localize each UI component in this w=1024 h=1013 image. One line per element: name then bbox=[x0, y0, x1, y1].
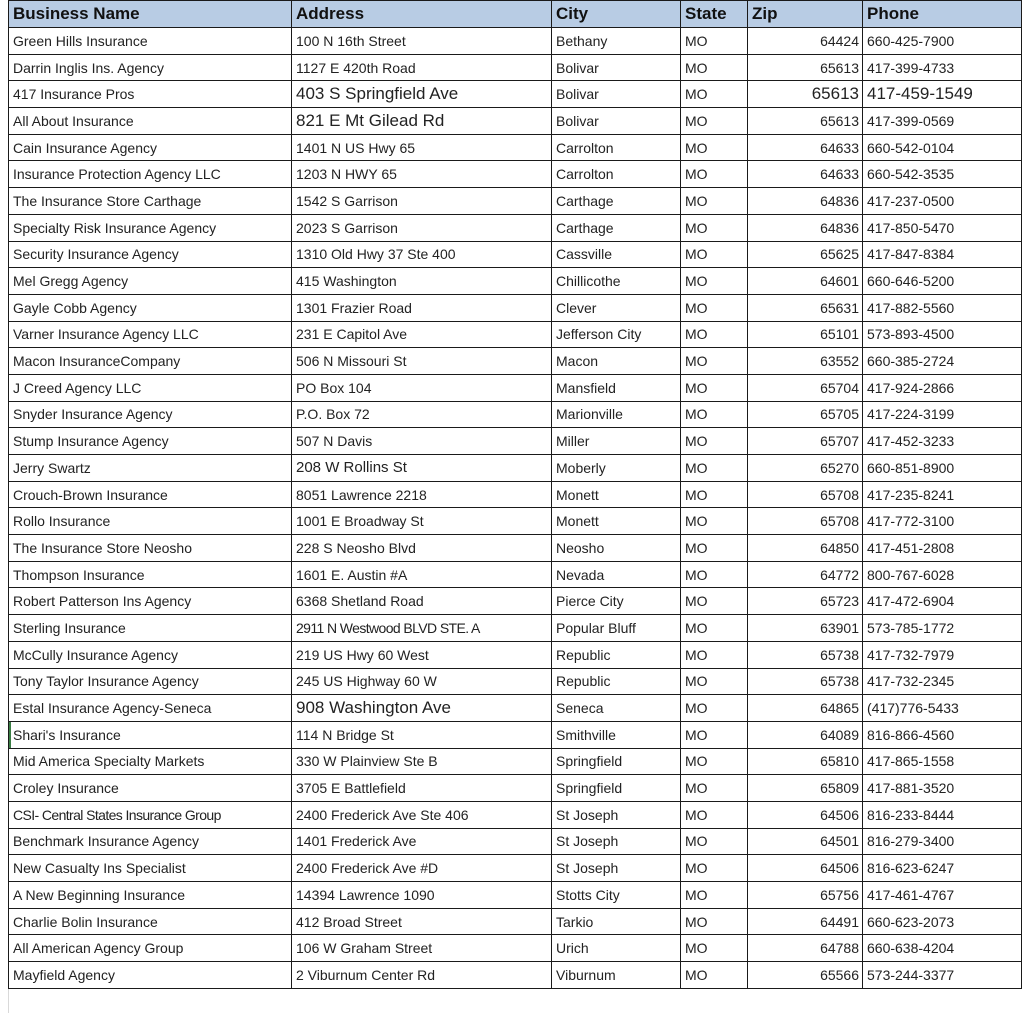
cell-city[interactable]: Republic bbox=[552, 668, 681, 695]
cell-address[interactable]: 1310 Old Hwy 37 Ste 400 bbox=[292, 241, 552, 268]
table-row bbox=[9, 801, 1022, 828]
cell-address[interactable]: 2911 N Westwood BLVD STE. A bbox=[292, 615, 552, 642]
cell-phone[interactable]: 660-542-0104 bbox=[863, 134, 1022, 161]
cell-name[interactable]: Gayle Cobb Agency bbox=[9, 294, 292, 321]
table-row bbox=[9, 721, 1022, 748]
cell-phone[interactable]: 417-399-0569 bbox=[863, 108, 1022, 135]
cell-state[interactable]: MO bbox=[681, 561, 748, 588]
cell-address[interactable]: 1401 Frederick Ave bbox=[292, 828, 552, 855]
cell-zip[interactable]: 64506 bbox=[748, 855, 863, 882]
cell-state[interactable]: MO bbox=[681, 348, 748, 375]
cell-state[interactable]: MO bbox=[681, 214, 748, 241]
table-row bbox=[9, 855, 1022, 882]
cell-address[interactable]: 208 W Rollins St bbox=[292, 455, 552, 482]
table-row bbox=[9, 641, 1022, 668]
cell-name[interactable]: Croley Insurance bbox=[9, 775, 292, 802]
cell-address[interactable]: 1542 S Garrison bbox=[292, 188, 552, 215]
header-phone[interactable]: Phone bbox=[863, 1, 1022, 28]
cell-address[interactable]: 1401 N US Hwy 65 bbox=[292, 134, 552, 161]
cell-address[interactable]: 106 W Graham Street bbox=[292, 935, 552, 962]
cell-name[interactable]: All American Agency Group bbox=[9, 935, 292, 962]
cell-state[interactable]: MO bbox=[681, 28, 748, 55]
cell-state[interactable]: MO bbox=[681, 721, 748, 748]
table-row bbox=[9, 561, 1022, 588]
cell-zip[interactable]: 65707 bbox=[748, 428, 863, 455]
cell-city[interactable]: Bolivar bbox=[552, 108, 681, 135]
cell-state[interactable]: MO bbox=[681, 374, 748, 401]
table-row bbox=[9, 882, 1022, 909]
cell-phone[interactable]: 660-646-5200 bbox=[863, 268, 1022, 295]
cell-name[interactable]: Estal Insurance Agency-Seneca bbox=[9, 695, 292, 722]
cell-state[interactable]: MO bbox=[681, 81, 748, 108]
cell-city[interactable]: Springfield bbox=[552, 748, 681, 775]
cell-zip[interactable]: 64633 bbox=[748, 134, 863, 161]
table-row bbox=[9, 81, 1022, 108]
table-row bbox=[9, 615, 1022, 642]
table-row bbox=[9, 481, 1022, 508]
cell-name[interactable]: Benchmark Insurance Agency bbox=[9, 828, 292, 855]
cell-zip[interactable]: 65625 bbox=[748, 241, 863, 268]
cell-name[interactable]: Snyder Insurance Agency bbox=[9, 401, 292, 428]
cell-city[interactable]: Pierce City bbox=[552, 588, 681, 615]
header-address[interactable]: Address bbox=[292, 1, 552, 28]
cell-zip[interactable]: 65613 bbox=[748, 54, 863, 81]
cell-phone[interactable]: 417-235-8241 bbox=[863, 481, 1022, 508]
cell-zip[interactable]: 64788 bbox=[748, 935, 863, 962]
cell-city[interactable]: St Joseph bbox=[552, 801, 681, 828]
cell-state[interactable]: MO bbox=[681, 161, 748, 188]
cell-state[interactable]: MO bbox=[681, 401, 748, 428]
cell-phone[interactable]: 417-732-2345 bbox=[863, 668, 1022, 695]
cell-state[interactable]: MO bbox=[681, 775, 748, 802]
table-row bbox=[9, 28, 1022, 55]
table-row bbox=[9, 54, 1022, 81]
header-business-name[interactable]: Business Name bbox=[9, 1, 292, 28]
cell-name[interactable]: Specialty Risk Insurance Agency bbox=[9, 214, 292, 241]
cell-zip[interactable]: 65738 bbox=[748, 641, 863, 668]
cell-state[interactable]: MO bbox=[681, 54, 748, 81]
cell-zip[interactable]: 65704 bbox=[748, 374, 863, 401]
header-state[interactable]: State bbox=[681, 1, 748, 28]
cell-state[interactable]: MO bbox=[681, 882, 748, 909]
cell-phone[interactable]: 417-461-4767 bbox=[863, 882, 1022, 909]
table-row bbox=[9, 294, 1022, 321]
cell-city[interactable]: Urich bbox=[552, 935, 681, 962]
cell-state[interactable]: MO bbox=[681, 294, 748, 321]
cell-zip[interactable]: 63552 bbox=[748, 348, 863, 375]
table-row bbox=[9, 935, 1022, 962]
table-row bbox=[9, 241, 1022, 268]
cell-address[interactable]: 821 E Mt Gilead Rd bbox=[292, 108, 552, 135]
cell-city[interactable]: Clever bbox=[552, 294, 681, 321]
cell-state[interactable]: MO bbox=[681, 748, 748, 775]
cell-name[interactable]: New Casualty Ins Specialist bbox=[9, 855, 292, 882]
cell-name[interactable]: All About Insurance bbox=[9, 108, 292, 135]
cell-phone[interactable]: 417-882-5560 bbox=[863, 294, 1022, 321]
cell-zip[interactable]: 65708 bbox=[748, 508, 863, 535]
cell-city[interactable]: Springfield bbox=[552, 775, 681, 802]
cell-address[interactable]: 330 W Plainview Ste B bbox=[292, 748, 552, 775]
header-zip[interactable]: Zip bbox=[748, 1, 863, 28]
cell-city[interactable]: Viburnum bbox=[552, 962, 681, 989]
table-row bbox=[9, 188, 1022, 215]
cell-city[interactable]: Republic bbox=[552, 641, 681, 668]
cell-address[interactable]: 1301 Frazier Road bbox=[292, 294, 552, 321]
cell-name[interactable]: Shari's Insurance bbox=[9, 721, 292, 748]
cell-name[interactable]: Charlie Bolin Insurance bbox=[9, 908, 292, 935]
cell-address[interactable]: 1203 N HWY 65 bbox=[292, 161, 552, 188]
cell-address[interactable]: 228 S Neosho Blvd bbox=[292, 535, 552, 562]
cell-zip[interactable]: 65631 bbox=[748, 294, 863, 321]
cell-state[interactable]: MO bbox=[681, 535, 748, 562]
cell-phone[interactable]: 573-244-3377 bbox=[863, 962, 1022, 989]
cell-city[interactable]: Monett bbox=[552, 481, 681, 508]
cell-state[interactable]: MO bbox=[681, 668, 748, 695]
cell-name[interactable]: 417 Insurance Pros bbox=[9, 81, 292, 108]
cell-state[interactable]: MO bbox=[681, 188, 748, 215]
cell-city[interactable]: Popular Bluff bbox=[552, 615, 681, 642]
table-row bbox=[9, 962, 1022, 989]
cell-zip[interactable]: 65738 bbox=[748, 668, 863, 695]
header-row bbox=[9, 1, 1022, 28]
table-row bbox=[9, 321, 1022, 348]
cell-address[interactable]: P.O. Box 72 bbox=[292, 401, 552, 428]
cell-name[interactable]: Macon InsuranceCompany bbox=[9, 348, 292, 375]
cell-name[interactable]: Sterling Insurance bbox=[9, 615, 292, 642]
cell-address[interactable]: 2023 S Garrison bbox=[292, 214, 552, 241]
cell-city[interactable]: Cassville bbox=[552, 241, 681, 268]
cell-phone[interactable]: 417-224-3199 bbox=[863, 401, 1022, 428]
cell-name[interactable]: Stump Insurance Agency bbox=[9, 428, 292, 455]
table-row bbox=[9, 588, 1022, 615]
cell-name[interactable]: The Insurance Store Carthage bbox=[9, 188, 292, 215]
cell-state[interactable]: MO bbox=[681, 508, 748, 535]
cell-name[interactable]: Darrin Inglis Ins. Agency bbox=[9, 54, 292, 81]
cell-phone[interactable]: (417)776-5433 bbox=[863, 695, 1022, 722]
cell-zip[interactable]: 64836 bbox=[748, 188, 863, 215]
cell-state[interactable]: MO bbox=[681, 321, 748, 348]
cell-zip[interactable]: 65809 bbox=[748, 775, 863, 802]
cell-zip[interactable]: 64836 bbox=[748, 214, 863, 241]
cell-zip[interactable]: 65566 bbox=[748, 962, 863, 989]
cell-address[interactable]: 1127 E 420th Road bbox=[292, 54, 552, 81]
cell-name[interactable]: CSI- Central States Insurance Group bbox=[9, 801, 292, 828]
table-row bbox=[9, 775, 1022, 802]
cell-zip[interactable]: 65708 bbox=[748, 481, 863, 508]
cell-phone[interactable]: 417-237-0500 bbox=[863, 188, 1022, 215]
cell-phone[interactable]: 417-865-1558 bbox=[863, 748, 1022, 775]
cell-city[interactable]: Carrolton bbox=[552, 134, 681, 161]
cell-zip[interactable]: 65723 bbox=[748, 588, 863, 615]
cell-city[interactable]: Tarkio bbox=[552, 908, 681, 935]
cell-name[interactable]: The Insurance Store Neosho bbox=[9, 535, 292, 562]
cell-city[interactable]: Moberly bbox=[552, 455, 681, 482]
table-row bbox=[9, 428, 1022, 455]
cell-city[interactable]: Stotts City bbox=[552, 882, 681, 909]
cell-zip[interactable]: 64089 bbox=[748, 721, 863, 748]
cell-city[interactable]: Chillicothe bbox=[552, 268, 681, 295]
cell-city[interactable]: Carthage bbox=[552, 214, 681, 241]
cell-zip[interactable]: 64865 bbox=[748, 695, 863, 722]
header-city[interactable]: City bbox=[552, 1, 681, 28]
business-table bbox=[8, 0, 1022, 989]
cell-name[interactable]: Robert Patterson Ins Agency bbox=[9, 588, 292, 615]
table-row bbox=[9, 348, 1022, 375]
cell-phone[interactable]: 417-924-2866 bbox=[863, 374, 1022, 401]
cell-city[interactable]: Carrolton bbox=[552, 161, 681, 188]
cell-name[interactable]: Mid America Specialty Markets bbox=[9, 748, 292, 775]
cell-address[interactable]: 415 Washington bbox=[292, 268, 552, 295]
cell-state[interactable]: MO bbox=[681, 481, 748, 508]
cell-name[interactable]: Tony Taylor Insurance Agency bbox=[9, 668, 292, 695]
cell-zip[interactable]: 65101 bbox=[748, 321, 863, 348]
cell-name[interactable]: Security Insurance Agency bbox=[9, 241, 292, 268]
cell-zip[interactable]: 65810 bbox=[748, 748, 863, 775]
cell-phone[interactable]: 417-451-2808 bbox=[863, 535, 1022, 562]
cell-phone[interactable]: 417-399-4733 bbox=[863, 54, 1022, 81]
cell-phone[interactable]: 816-623-6247 bbox=[863, 855, 1022, 882]
table-row bbox=[9, 161, 1022, 188]
cell-name[interactable]: Green Hills Insurance bbox=[9, 28, 292, 55]
cell-city[interactable]: Bolivar bbox=[552, 81, 681, 108]
cell-name[interactable]: Thompson Insurance bbox=[9, 561, 292, 588]
cell-name[interactable]: J Creed Agency LLC bbox=[9, 374, 292, 401]
cell-state[interactable]: MO bbox=[681, 908, 748, 935]
cell-state[interactable]: MO bbox=[681, 801, 748, 828]
cell-address[interactable]: 1601 E. Austin #A bbox=[292, 561, 552, 588]
cell-state[interactable]: MO bbox=[681, 962, 748, 989]
cell-state[interactable]: MO bbox=[681, 615, 748, 642]
cell-name[interactable]: Crouch-Brown Insurance bbox=[9, 481, 292, 508]
cell-address[interactable]: 3705 E Battlefield bbox=[292, 775, 552, 802]
cell-state[interactable]: MO bbox=[681, 588, 748, 615]
cell-city[interactable]: Monett bbox=[552, 508, 681, 535]
cell-phone[interactable]: 417-847-8384 bbox=[863, 241, 1022, 268]
cell-phone[interactable]: 573-893-4500 bbox=[863, 321, 1022, 348]
cell-address[interactable]: 14394 Lawrence 1090 bbox=[292, 882, 552, 909]
cell-phone[interactable]: 417-732-7979 bbox=[863, 641, 1022, 668]
cell-phone[interactable]: 417-472-6904 bbox=[863, 588, 1022, 615]
cell-state[interactable]: MO bbox=[681, 268, 748, 295]
cell-address[interactable]: 114 N Bridge St bbox=[292, 721, 552, 748]
cell-state[interactable]: MO bbox=[681, 855, 748, 882]
cell-address[interactable]: 8051 Lawrence 2218 bbox=[292, 481, 552, 508]
cell-phone[interactable]: 800-767-6028 bbox=[863, 561, 1022, 588]
cell-phone[interactable]: 417-772-3100 bbox=[863, 508, 1022, 535]
table-row bbox=[9, 828, 1022, 855]
table-row bbox=[9, 108, 1022, 135]
cell-name[interactable]: McCully Insurance Agency bbox=[9, 641, 292, 668]
cell-address[interactable]: 231 E Capitol Ave bbox=[292, 321, 552, 348]
cell-address[interactable]: 403 S Springfield Ave bbox=[292, 81, 552, 108]
table-row bbox=[9, 508, 1022, 535]
cell-zip[interactable]: 64491 bbox=[748, 908, 863, 935]
cell-state[interactable]: MO bbox=[681, 134, 748, 161]
cell-phone[interactable]: 660-623-2073 bbox=[863, 908, 1022, 935]
cell-name[interactable]: Mayfield Agency bbox=[9, 962, 292, 989]
cell-name[interactable]: Jerry Swartz bbox=[9, 455, 292, 482]
cell-city[interactable]: Jefferson City bbox=[552, 321, 681, 348]
cell-city[interactable]: Mansfield bbox=[552, 374, 681, 401]
table-row bbox=[9, 401, 1022, 428]
cell-address[interactable]: 6368 Shetland Road bbox=[292, 588, 552, 615]
table-row bbox=[9, 695, 1022, 722]
cell-city[interactable]: Smithville bbox=[552, 721, 681, 748]
cell-address[interactable]: PO Box 104 bbox=[292, 374, 552, 401]
cell-zip[interactable]: 64424 bbox=[748, 28, 863, 55]
cell-phone[interactable]: 660-385-2724 bbox=[863, 348, 1022, 375]
cell-city[interactable]: St Joseph bbox=[552, 828, 681, 855]
cell-phone[interactable]: 417-459-1549 bbox=[863, 81, 1022, 108]
cell-address[interactable]: 507 N Davis bbox=[292, 428, 552, 455]
cell-phone[interactable]: 660-425-7900 bbox=[863, 28, 1022, 55]
cell-state[interactable]: MO bbox=[681, 455, 748, 482]
cell-address[interactable]: 2400 Frederick Ave Ste 406 bbox=[292, 801, 552, 828]
cell-phone[interactable]: 660-542-3535 bbox=[863, 161, 1022, 188]
cell-city[interactable]: Seneca bbox=[552, 695, 681, 722]
cell-state[interactable]: MO bbox=[681, 935, 748, 962]
cell-zip[interactable]: 65270 bbox=[748, 455, 863, 482]
cell-state[interactable]: MO bbox=[681, 241, 748, 268]
cell-address[interactable]: 2 Viburnum Center Rd bbox=[292, 962, 552, 989]
table-row bbox=[9, 668, 1022, 695]
cell-phone[interactable]: 816-233-8444 bbox=[863, 801, 1022, 828]
cell-phone[interactable]: 660-851-8900 bbox=[863, 455, 1022, 482]
table-row bbox=[9, 214, 1022, 241]
cell-phone[interactable]: 417-850-5470 bbox=[863, 214, 1022, 241]
table-row bbox=[9, 134, 1022, 161]
cell-zip[interactable]: 64850 bbox=[748, 535, 863, 562]
cell-address[interactable]: 412 Broad Street bbox=[292, 908, 552, 935]
table-row bbox=[9, 908, 1022, 935]
cell-name[interactable]: Cain Insurance Agency bbox=[9, 134, 292, 161]
table-row bbox=[9, 455, 1022, 482]
cell-name[interactable]: Mel Gregg Agency bbox=[9, 268, 292, 295]
cell-city[interactable]: Neosho bbox=[552, 535, 681, 562]
cell-phone[interactable]: 816-279-3400 bbox=[863, 828, 1022, 855]
cell-city[interactable]: Macon bbox=[552, 348, 681, 375]
cell-address[interactable]: 245 US Highway 60 W bbox=[292, 668, 552, 695]
cell-address[interactable]: 506 N Missouri St bbox=[292, 348, 552, 375]
cell-city[interactable]: St Joseph bbox=[552, 855, 681, 882]
cell-name[interactable]: Varner Insurance Agency LLC bbox=[9, 321, 292, 348]
cell-state[interactable]: MO bbox=[681, 641, 748, 668]
cell-state[interactable]: MO bbox=[681, 695, 748, 722]
cell-zip[interactable]: 64601 bbox=[748, 268, 863, 295]
cell-phone[interactable]: 816-866-4560 bbox=[863, 721, 1022, 748]
cell-address[interactable]: 2400 Frederick Ave #D bbox=[292, 855, 552, 882]
cell-zip[interactable]: 64501 bbox=[748, 828, 863, 855]
cell-city[interactable]: Nevada bbox=[552, 561, 681, 588]
cell-address[interactable]: 908 Washington Ave bbox=[292, 695, 552, 722]
cell-address[interactable]: 100 N 16th Street bbox=[292, 28, 552, 55]
cell-zip[interactable]: 65705 bbox=[748, 401, 863, 428]
table-row bbox=[9, 268, 1022, 295]
cell-address[interactable]: 219 US Hwy 60 West bbox=[292, 641, 552, 668]
table-row bbox=[9, 374, 1022, 401]
cell-zip[interactable]: 65613 bbox=[748, 108, 863, 135]
cell-city[interactable]: Miller bbox=[552, 428, 681, 455]
cell-city[interactable]: Bolivar bbox=[552, 54, 681, 81]
cell-zip[interactable]: 64633 bbox=[748, 161, 863, 188]
cell-name[interactable]: Insurance Protection Agency LLC bbox=[9, 161, 292, 188]
cell-state[interactable]: MO bbox=[681, 428, 748, 455]
cell-zip[interactable]: 63901 bbox=[748, 615, 863, 642]
cell-address[interactable]: 1001 E Broadway St bbox=[292, 508, 552, 535]
cell-phone[interactable]: 573-785-1772 bbox=[863, 615, 1022, 642]
cell-zip[interactable]: 65613 bbox=[748, 81, 863, 108]
cell-phone[interactable]: 660-638-4204 bbox=[863, 935, 1022, 962]
cell-name[interactable]: Rollo Insurance bbox=[9, 508, 292, 535]
cell-phone[interactable]: 417-452-3233 bbox=[863, 428, 1022, 455]
cell-name[interactable]: A New Beginning Insurance bbox=[9, 882, 292, 909]
cell-zip[interactable]: 64772 bbox=[748, 561, 863, 588]
cell-zip[interactable]: 65756 bbox=[748, 882, 863, 909]
cell-state[interactable]: MO bbox=[681, 108, 748, 135]
table-row bbox=[9, 535, 1022, 562]
cell-city[interactable]: Marionville bbox=[552, 401, 681, 428]
cell-city[interactable]: Carthage bbox=[552, 188, 681, 215]
table-row bbox=[9, 748, 1022, 775]
cell-zip[interactable]: 64506 bbox=[748, 801, 863, 828]
cell-city[interactable]: Bethany bbox=[552, 28, 681, 55]
cell-state[interactable]: MO bbox=[681, 828, 748, 855]
cell-phone[interactable]: 417-881-3520 bbox=[863, 775, 1022, 802]
